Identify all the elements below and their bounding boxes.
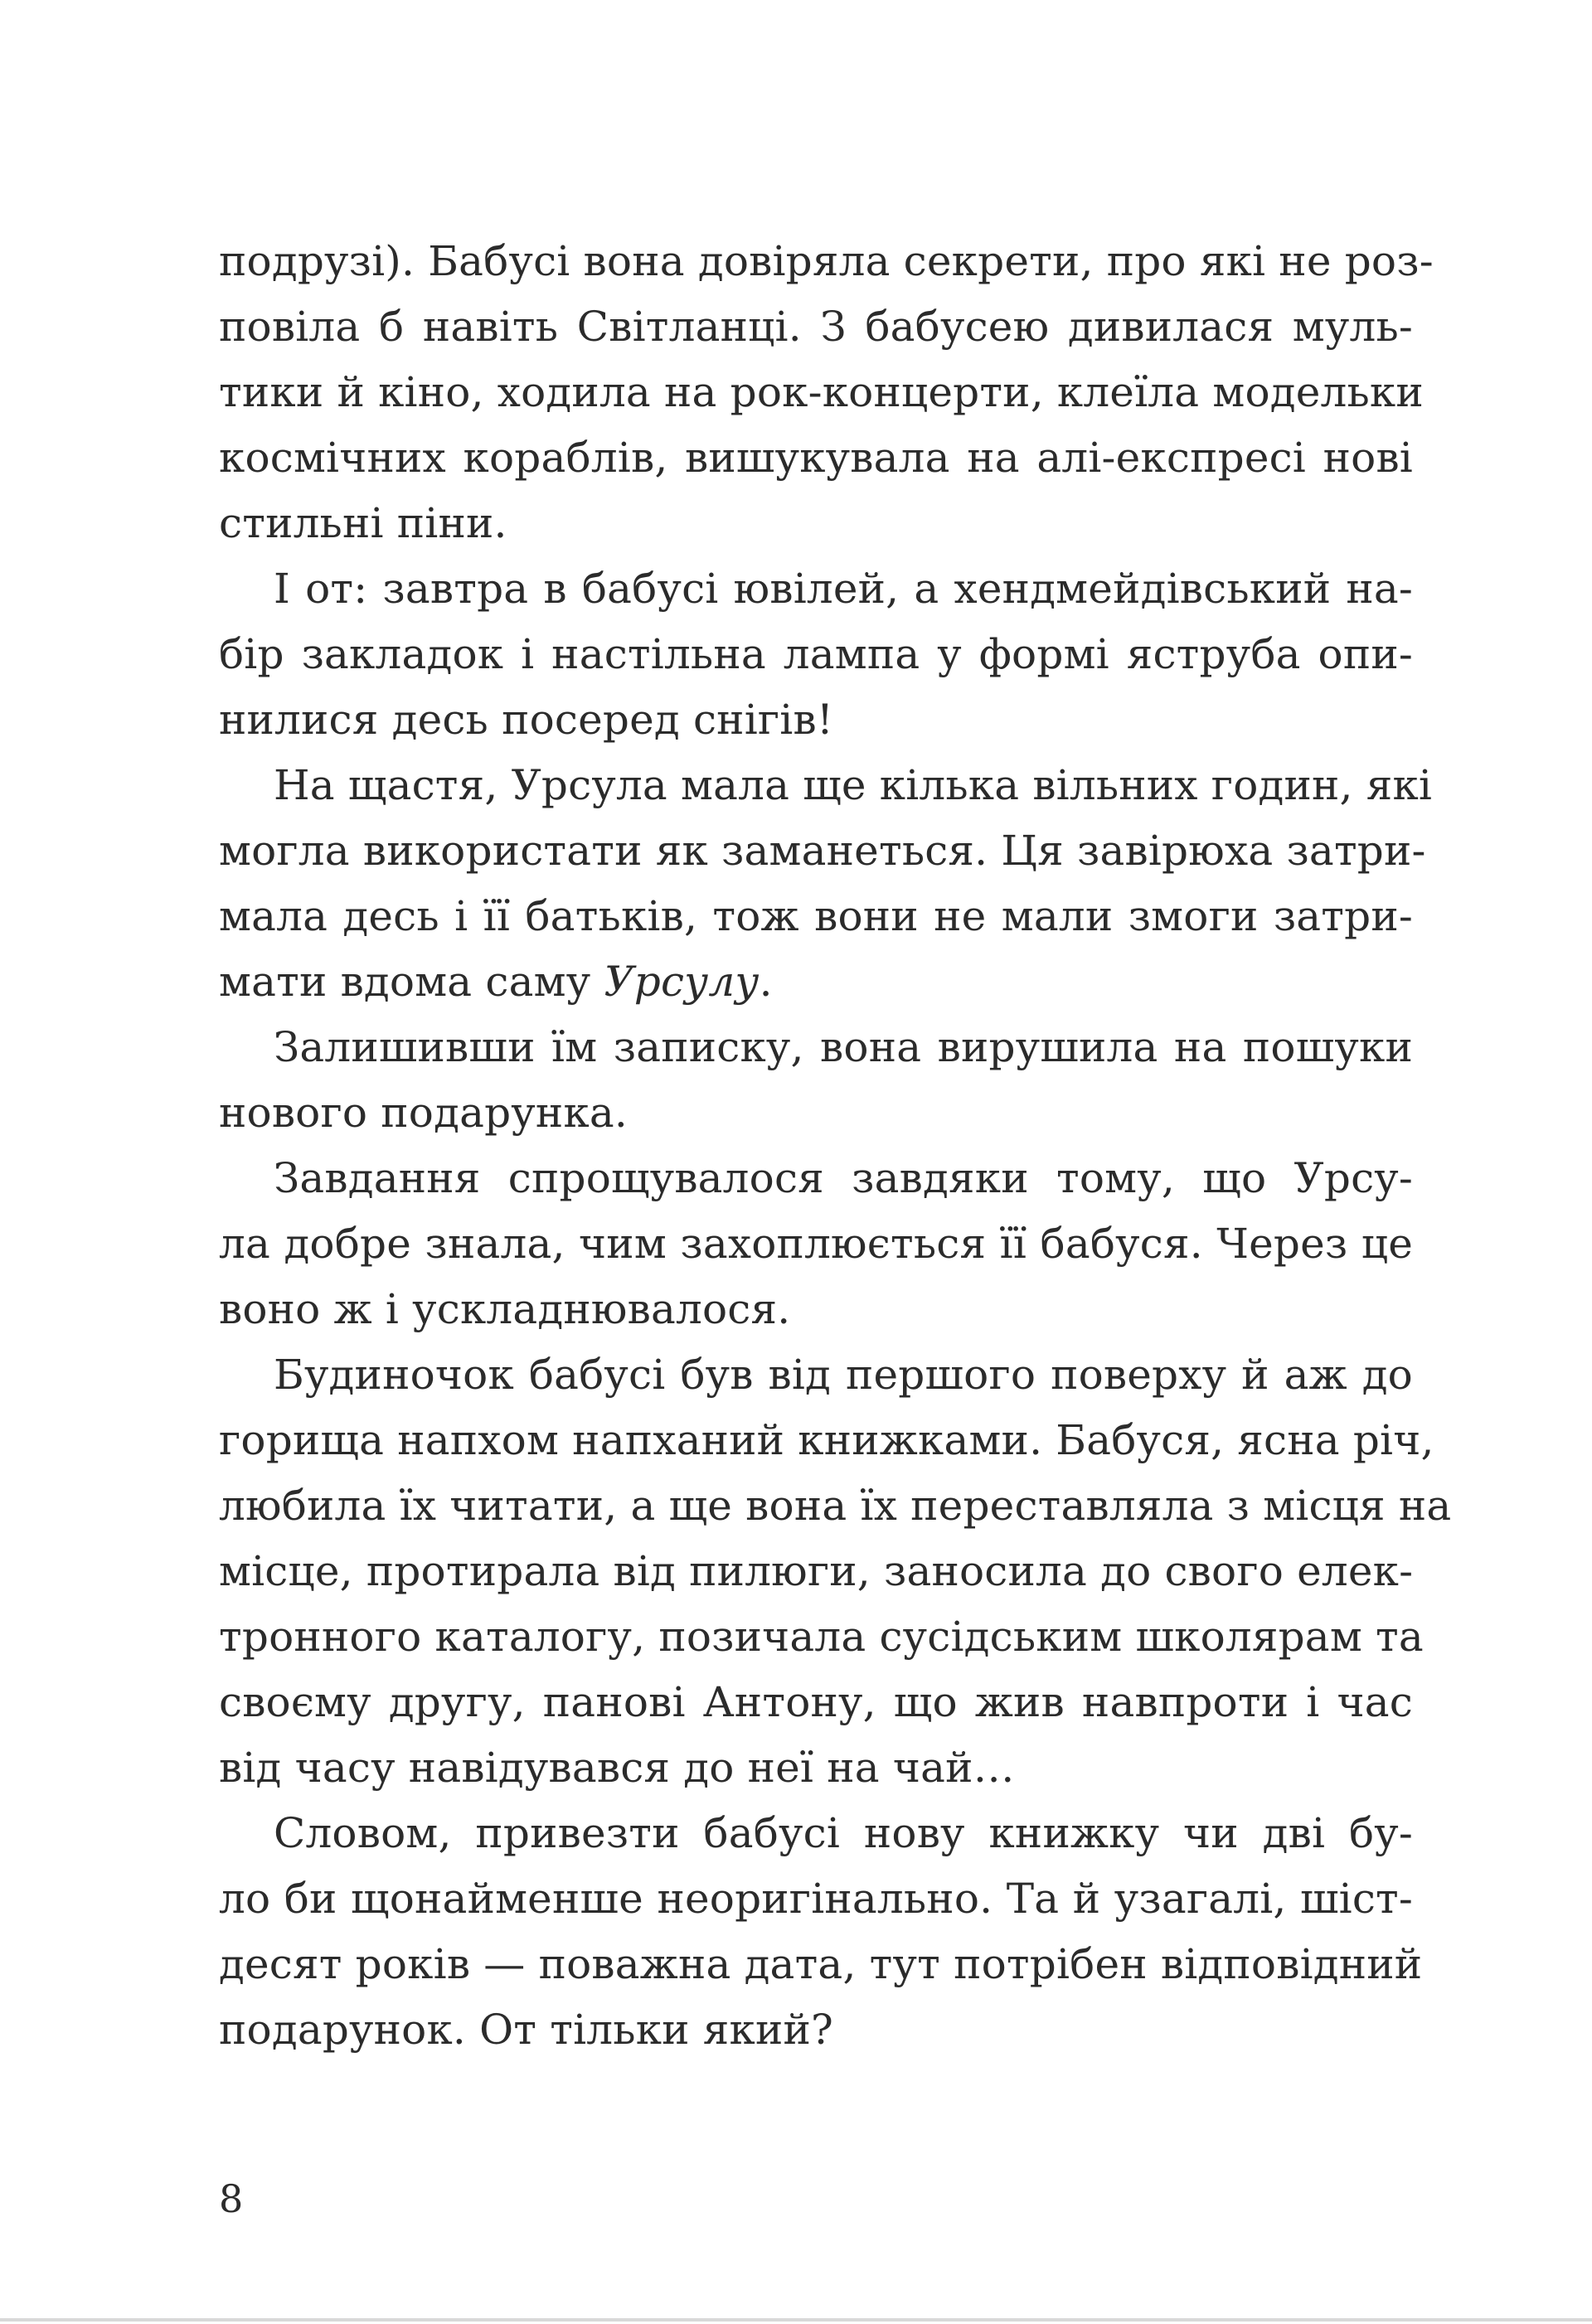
text-line: нилися десь посеред снігів!	[219, 696, 834, 744]
text-line: місце, протирала від пилюги, заносила до свого елек-	[219, 1547, 1414, 1595]
text-line: Будиночок бабусі був від першого поверху й аж до	[274, 1351, 1413, 1399]
text-line: ло би щонайменше неоригінально. Та й узагалі, шіст-	[219, 1875, 1413, 1923]
text-line: воно ж і ускладнювалося.	[219, 1285, 791, 1333]
text-line: десят років — поважна дата, тут потрібен відповідний	[219, 1940, 1423, 1988]
text-line: подрузі). Бабусі вона довіряла секрети, про які не роз-	[219, 237, 1434, 285]
text-line: ла добре знала, чим захоплюється її бабуся. Через це	[219, 1220, 1413, 1268]
page-bottom-edge	[0, 2318, 1592, 2322]
text-line: подарунок. От тільки який?	[219, 2006, 834, 2054]
text-line: горища напхом напханий книжками. Бабуся, ясна річ,	[219, 1416, 1434, 1464]
text-line: стильні піни.	[219, 499, 507, 547]
text-line: повіла б навіть Світланці. З бабусею дивилася муль-	[219, 303, 1413, 351]
text-line: від часу навідувався до неї на чай…	[219, 1744, 1015, 1792]
text-line: тронного каталогу, позичала сусідським школярам та	[219, 1613, 1424, 1661]
text-segment: .	[759, 958, 773, 1006]
body-text	[219, 229, 1452, 2063]
text-line: Словом, привезти бабусі нову книжку чи дві бу-	[274, 1809, 1413, 1857]
text-line: І от: завтра в бабусі ювілей, а хендмейдівський на-	[274, 565, 1413, 613]
text-segment: мати вдома саму	[219, 958, 604, 1006]
text-line: Завдання спрощувалося завдяки тому, що Урсу-	[274, 1154, 1413, 1202]
text-line: могла використати як заманеться. Ця завірюха затри-	[219, 827, 1426, 875]
text-line: любила їх читати, а ще вона їх переставляла з місця на	[219, 1482, 1452, 1530]
text-line: своєму другу, панові Антону, що жив навпроти і час	[219, 1678, 1413, 1726]
text-line: космічних кораблів, вишукувала на алі-експресі нові	[219, 434, 1413, 482]
text-line: нового подарунка.	[219, 1089, 628, 1137]
text-line: На щастя, Урсула мала ще кілька вільних годин, які	[274, 761, 1433, 809]
text-line	[219, 949, 1413, 1015]
text-line: тики й кіно, ходила на рок-концерти, клеїла модельки	[219, 368, 1424, 416]
page-number: 8	[219, 2176, 244, 2221]
text-line: мала десь і її батьків, тож вони не мали змоги затри-	[219, 892, 1413, 940]
text-line: Залишивши їм записку, вона вирушила на пошуки	[274, 1023, 1413, 1071]
italic-name: Урсулу	[604, 958, 760, 1006]
text-line: бір закладок і настільна лампа у формі яструба опи-	[219, 630, 1413, 678]
